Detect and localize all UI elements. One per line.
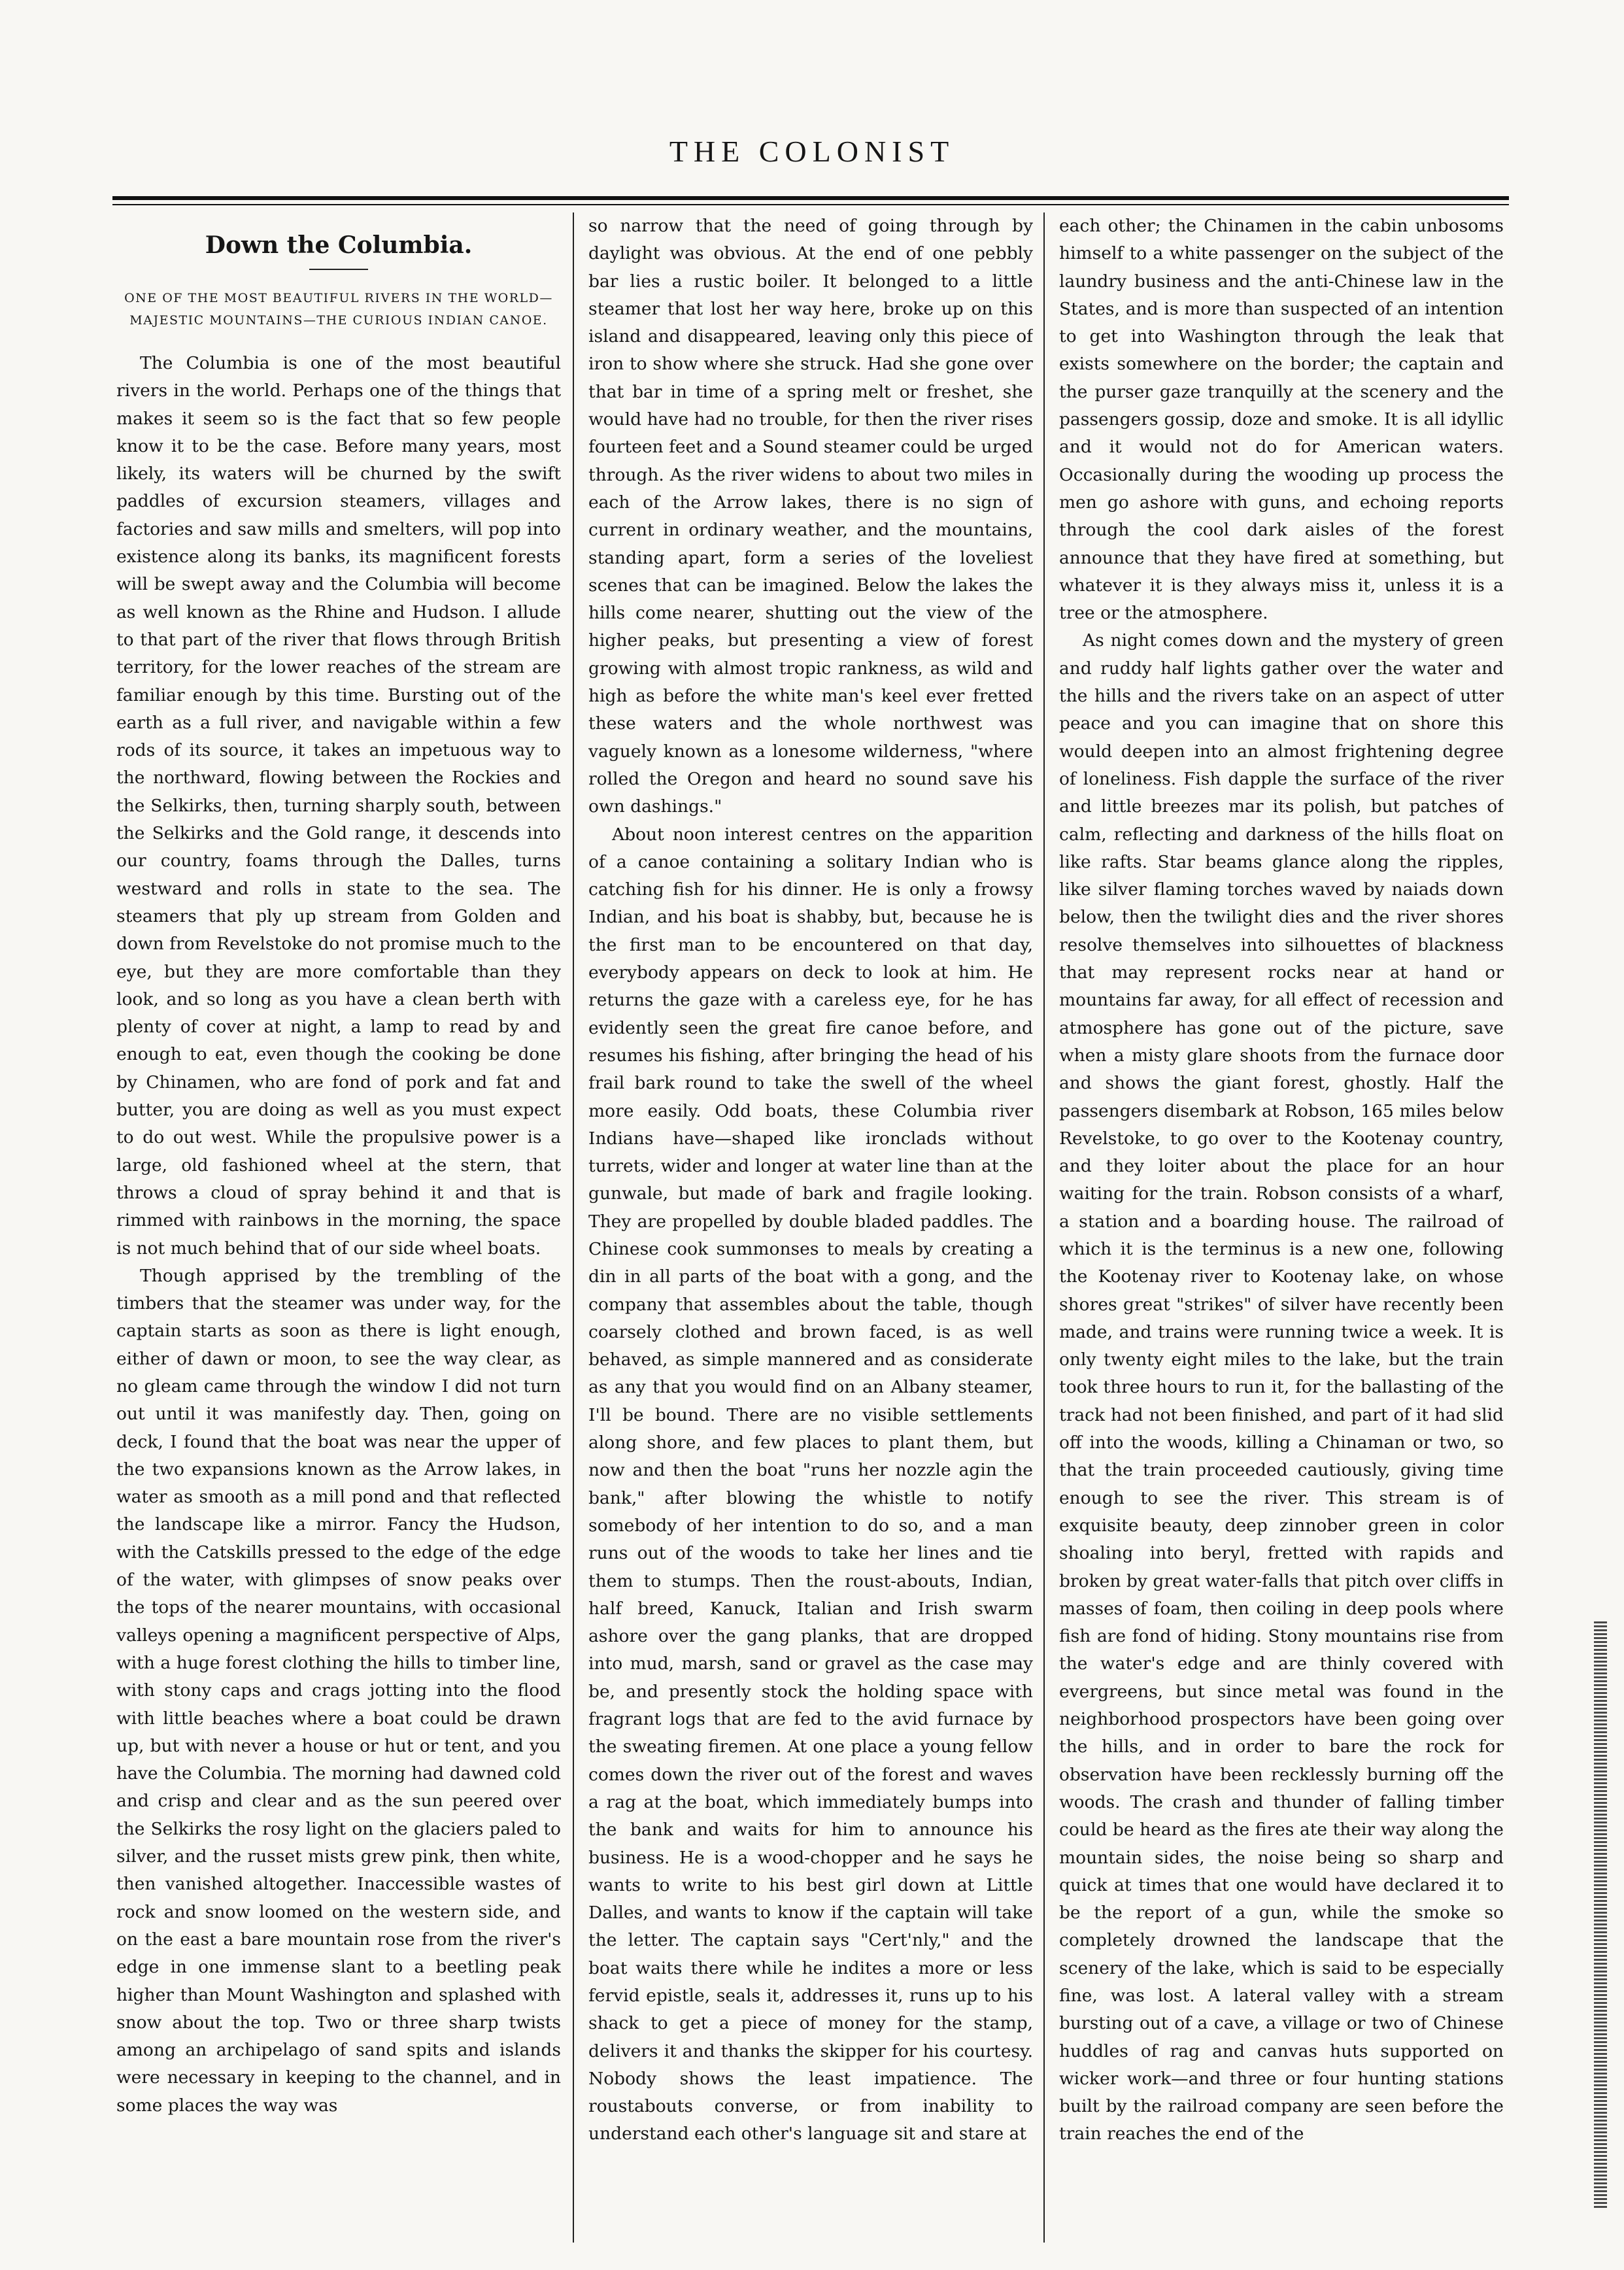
masthead-rule-thick	[112, 196, 1509, 200]
column-divider-1	[573, 212, 574, 2243]
page-edge-binding	[1594, 1621, 1607, 2210]
article-headline: Down the Columbia.	[205, 231, 473, 259]
article-column-3	[1059, 212, 1504, 2233]
paragraph: As night comes down and the mystery of green and ruddy half lights gather over the water and the hills and the rivers take on an aspect of utter peace and you can imagine that on shore this would deepen into an almost frightening degree of loneliness. Fish dapple the surface of the river and little breezes mar its polish, but patches of calm, reflecting and darkness of the hills float on like rafts. Star beams glance along the ripples, like silver flaming torches waved by naiads down below, then the twilight dies and the river shores resolve themselves into silhouettes of blackness that may represent rocks near at hand or mountains far away, for all effect of recession and atmosphere has gone out of the picture, save when a misty glare shoots from the furnace door and shows the giant forest, ghostly. Half the passengers disembark at Robson, 165 miles below Revelstoke, to go over to the Kootenay country, and they loiter about the place for an hour waiting for the train. Robson consists of a wharf, a station and a boarding house. The railroad of which it is the terminus is a new one, following the Kootenay river to Kootenay lake, on whose shores great "strikes" of silver have recently been made, and trains were running twice a week. It is only twenty eight miles to the lake, but the train took three hours to run it, for the ballasting of the track had not been finished, and part of it had slid off into the woods, killing a Chinaman or two, so that the train proceeded cautiously, giving time enough to see the river. This stream is of exquisite beauty, deep zinnober green in color shoaling into beryl, fretted with rapids and broken by great water-falls that pitch over cliffs in masses of foam, then coiling in deep pools where fish are fond of hiding. Stony mountains rise from the water's edge and are thinly covered with evergreens, but since metal was found in the neighborhood prospectors have been going over the hills, and in order to bare the rock for observation have been recklessly burning off the woods. The crash and thunder of falling timber could be heard as the fires ate their way along the mountain sides, the noise being so sharp and quick at times that one would have declared it to be the report of a gun, while the smoke so completely drowned the landscape that the scenery of the lake, which is said to be especially fine, was lost. A lateral valley with a stream bursting out of a cave, a village or two of Chinese huddles of rag and canvas huts supported on wicker work—and three or four hunting stations built by the railroad company are seen before the train reaches the end of the	[1059, 630, 1504, 2144]
headline-rule	[309, 269, 368, 270]
paragraph: The Columbia is one of the most beautiful rivers in the world. Perhaps one of the things that makes it seem so is the fact that so few people know it to be the case. Before many years, most likely, its waters will be churned by the swift paddles of excursion steamers, villages and factories and saw mills and smelters, will pop into existence along its banks, its magnificent forests will be swept away and the Columbia will become as well known as the Rhine and Hudson. I allude to that part of the river that flows through British territory, for the lower reaches of the stream are familiar enough by this time. Bursting out of the earth as a full river, and navigable within a few rods of its source, it takes an impetuous way to the northward, flowing between the Rockies and the Selkirks, then, turning sharply south, between the Selkirks and the Gold range, it descends into our country, foams through the Dalles, turns westward and rolls in state to the sea. The steamers that ply up stream from Golden and down from Revelstoke do not promise much to the eye, but they are more comfortable than they look, and so long as you have a clean berth with plenty of cover at night, a lamp to read by and enough to eat, even though the cooking be done by Chinamen, who are fond of pork and fat and butter, you are doing as well as you must expect to do out west. While the propulsive power is a large, old fashioned wheel at the stern, that throws a cloud of spray behind it and that is rimmed with rainbows in the morning, the space is not much behind that of our side wheel boats.	[116, 353, 561, 1259]
article-deck: ONE OF THE MOST BEAUTIFUL RIVERS IN THE WORLD—MAJESTIC MOUNTAINS—THE CURIOUS INDIAN CANOE.	[124, 291, 553, 328]
column-divider-2	[1043, 212, 1045, 2243]
paragraph: each other; the Chinamen in the cabin unbosoms himself to a white passenger on the subject of the laundry business and the anti-Chinese law in the States, and is more than suspected of an intention to get into Washington through the leak that exists somewhere on the border; the captain and the purser gaze tranquilly at the scenery and the passengers gossip, doze and smoke. It is all idyllic and it would not do for American waters. Occasionally during the wooding up process the men go ashore with guns, and echoing reports through the cool dark aisles of the forest announce that they have fired at something, but whatever it is they always miss it, unless it is a tree or the atmosphere.	[1059, 216, 1504, 624]
masthead-rule-thin	[112, 204, 1509, 205]
article-column-1	[116, 212, 561, 2233]
paragraph: About noon interest centres on the apparition of a canoe containing a solitary Indian who is catching fish for his dinner. He is only a frowsy Indian, and his boat is shabby, but, because he is the first man to be encountered on that day, everybody appears on deck to look at him. He returns the gaze with a careless eye, for he has evidently seen the great fire canoe before, and resumes his fishing, after bringing the head of his frail bark round to take the swell of the wheel more easily. Odd boats, these Columbia river Indians have—shaped like ironclads without turrets, wider and longer at water line than at the gunwale, but made of bark and fragile looking. They are propelled by double bladed paddles. The Chinese cook summonses to meals by creating a din in all parts of the boat with a gong, and the company that assembles about the table, though coarsely clothed and brown faced, is as well behaved, as simple mannered and as considerate as any that you would find on an Albany steamer, I'll be bound. There are no visible settlements along shore, and few places to plant them, but now and then the boat "runs her nozzle agin the bank," after blowing the whistle to notify somebody of her intention to do so, and a man runs out of the woods to take her lines and tie them to stumps. Then the roust-abouts, Indian, half breed, Kanuck, Italian and Irish swarm ashore over the gang planks, that are dropped into mud, marsh, sand or gravel as the case may be, and presently stock the holding space with fragrant logs that are fed to the avid furnace by the sweating firemen. At one place a young fellow comes down the river out of the forest and waves a rag at the boat, which immediately bumps into the bank and waits for him to announce his business. He is a wood-chopper and he says he wants to write to his best girl down at Little Dalles, and wants to know if the captain will take the letter. The captain says "Cert'nly," and the boat waits there while he indites a more or less fervid epistle, seals it, addresses it, runs up to his shack to get a piece of money for the stamp, delivers it and thanks the skipper for his courtesy. Nobody shows the least impatience. The roustabouts converse, or from inability to understand each other's language sit and stare at	[588, 824, 1033, 2144]
article-column-2	[588, 212, 1033, 2233]
paragraph: so narrow that the need of going through by daylight was obvious. At the end of one pebbly bar lies a rustic boiler. It belonged to a little steamer that lost her way here, broke up on this island and disappeared, leaving only this piece of iron to show where she struck. Had she gone over that bar in time of a spring melt or freshet, she would have had no trouble, for then the river rises fourteen feet and a Sound steamer could be urged through. As the river widens to about two miles in each of the Arrow lakes, there is no sign of current in ordinary weather, and the mountains, standing apart, form a series of the loveliest scenes that can be imagined. Below the lakes the hills come nearer, shutting out the view of the higher peaks, but presenting a view of forest growing with almost tropic rankness, as wild and high as before the white man's keel ever fretted these waters and the whole northwest was vaguely known as a lonesome wilderness, "where rolled the Oregon and heard no sound save his own dashings."	[588, 216, 1033, 817]
masthead: THE COLONIST	[669, 135, 955, 168]
paragraph: Though apprised by the trembling of the timbers that the steamer was under way, for the captain starts as soon as there is light enough, either of dawn or moon, to see the way clear, as no gleam came through the window I did not turn out until it was manifestly day. Then, going on deck, I found that the boat was near the upper of the two expansions known as the Arrow lakes, in water as smooth as a mill pond and that reflected the landscape like a mirror. Fancy the Hudson, with the Catskills pressed to the edge of the edge of the water, with glimpses of snow peaks over the tops of the nearer mountains, with occasional valleys opening a magnificent perspective of Alps, with a huge forest clothing the hills to timber line, with stony caps and crags jotting into the flood with little beaches where a boat could be drawn up, but with never a house or hut or tent, and you have the Columbia. The morning had dawned cold and crisp and clear and as the sun peered over the Selkirks the rosy light on the glaciers paled to silver, and the russet mists grew pink, then white, then vanished altogether. Inaccessible wastes of rock and snow loomed on the western side, and on the east a bare mountain rose from the river's edge in one immense slant to a beetling peak higher than Mount Washington and splashed with snow about the top. Two or three sharp twists among an archipelago of sand spits and islands were necessary in keeping to the channel, and in some places the way was	[116, 1265, 561, 2116]
